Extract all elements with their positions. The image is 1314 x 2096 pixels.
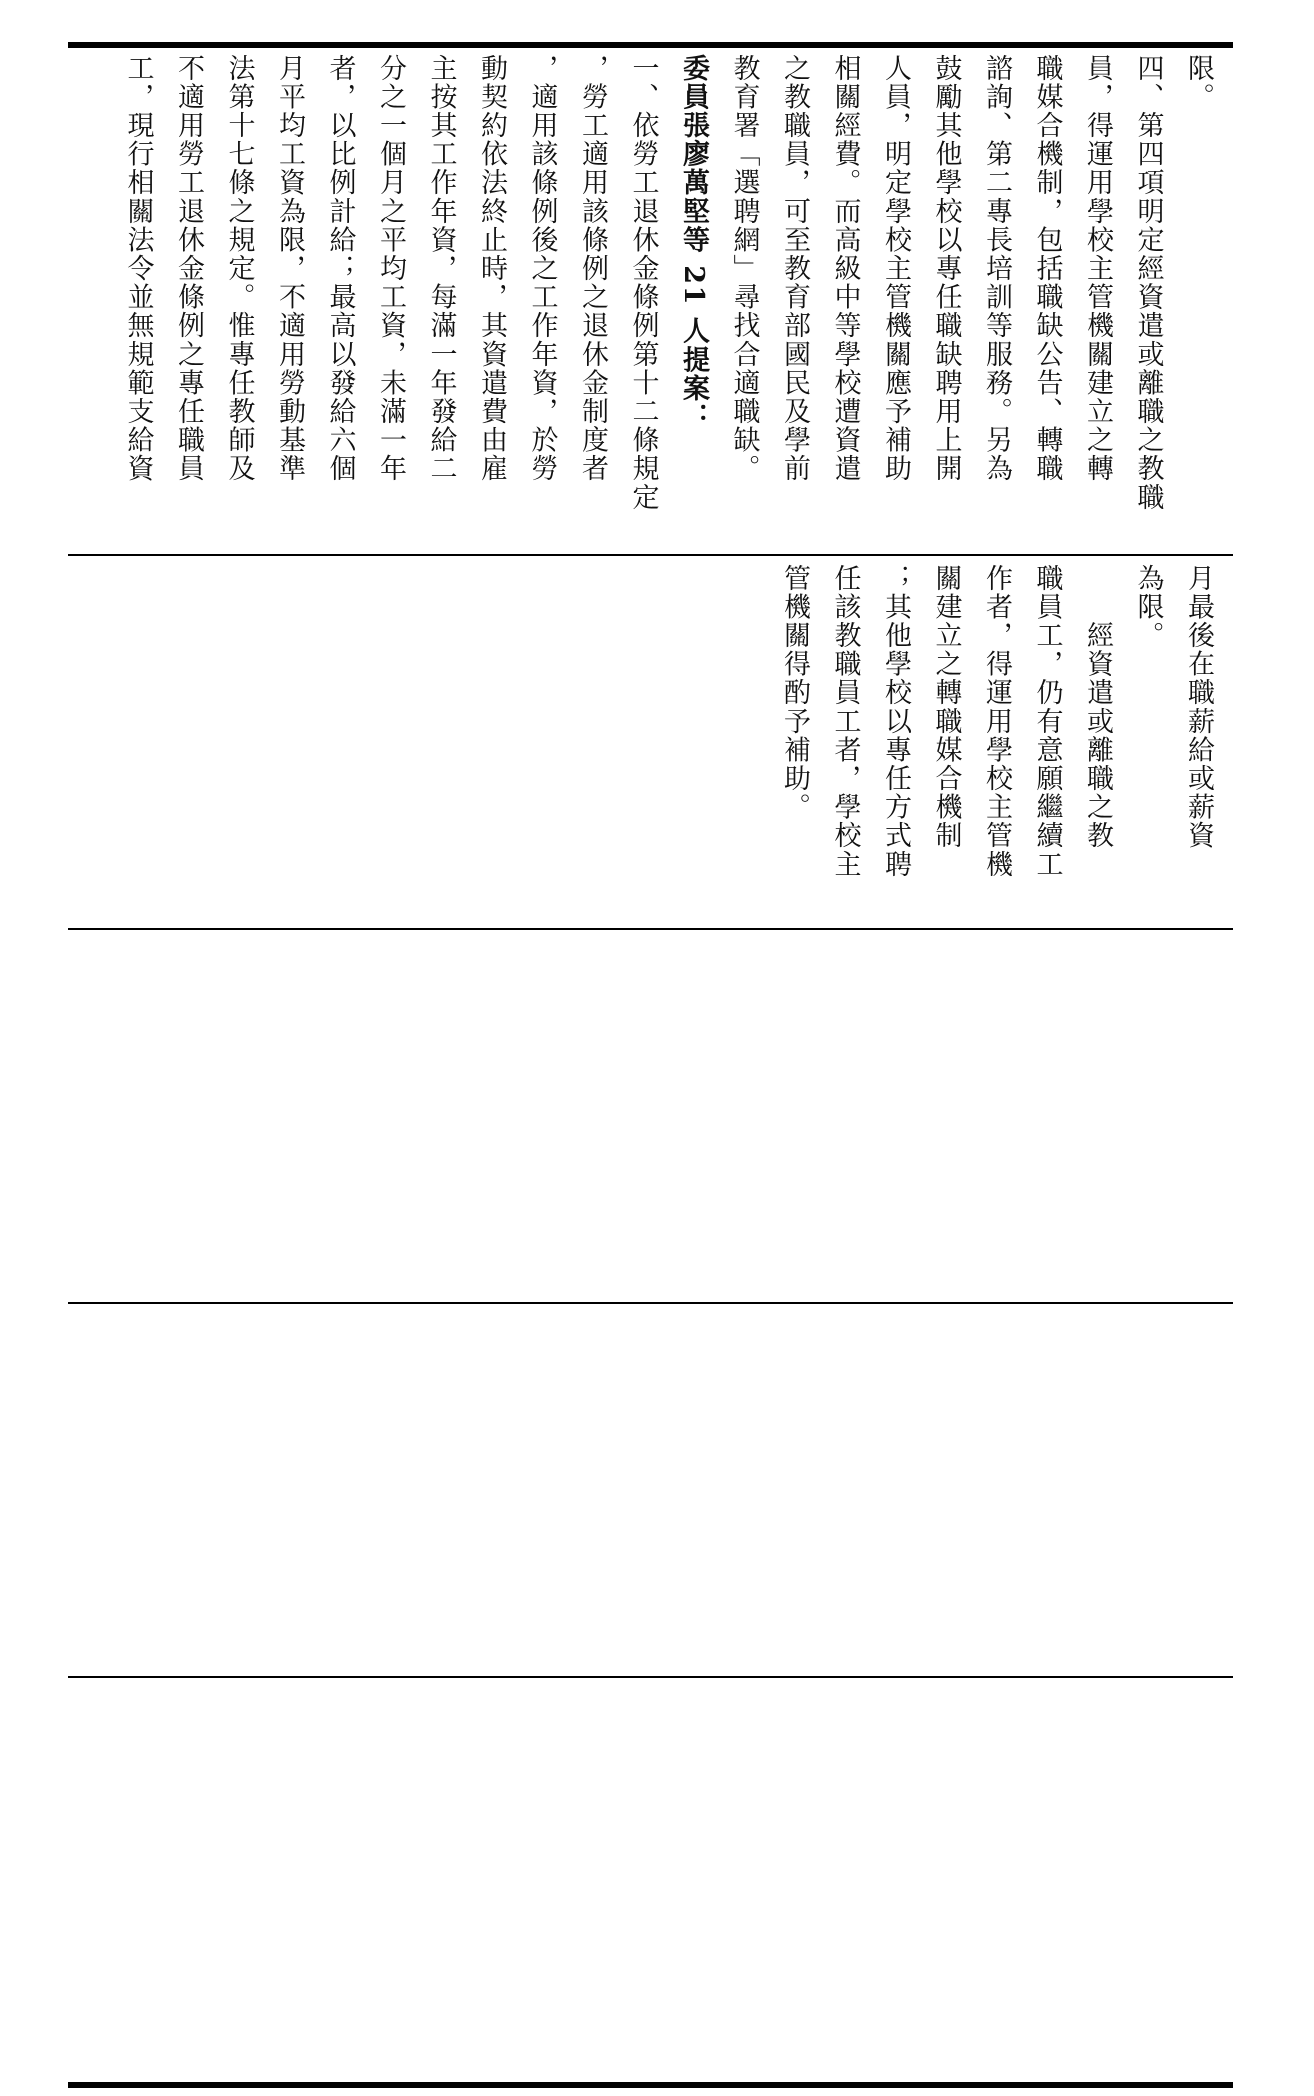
table-cell-row-3: [68, 930, 1233, 1302]
text-line: 任該教職員工者，學校主: [829, 564, 861, 879]
text-line: ，適用該條例後之工作年資，於勞: [526, 54, 558, 483]
text-line: 之教職員，可至教育部國民及學前: [779, 54, 810, 483]
cell-text-row-2: [769, 564, 1224, 879]
text-line: 關建立之轉職媒合機制: [930, 564, 962, 850]
text-line: 動契約依法終止時，其資遣費由雇: [476, 54, 507, 483]
text-line: 經資遣或離職之教: [1082, 564, 1113, 850]
text-line: 一、依勞工退休金條例第十二條規定: [627, 54, 659, 512]
table-cell-row-4: [68, 1304, 1233, 1676]
text-line: 為限。: [1132, 564, 1164, 650]
text-line: 月平均工資為限，不適用勞動基準: [274, 54, 305, 483]
text-line: 限。: [1183, 54, 1214, 112]
text-line: 職員工，仍有意願繼續工: [1031, 564, 1063, 879]
text-line: 主按其工作年資，每滿一年發給二: [425, 54, 457, 483]
text-line: 不適用勞工退休金條例之專任職員: [173, 54, 204, 483]
table-cell-row-5: [68, 1678, 1233, 2082]
text-line: 作者，得運用學校主管機: [981, 564, 1012, 879]
text-line: 職媒合機制，包括職缺公告、轉職: [1031, 54, 1063, 483]
proposal-heading: 委員張廖萬堅等 21 人提案：: [678, 54, 709, 432]
text-line: 月最後在職薪給或薪資: [1183, 564, 1214, 850]
text-line: 相關經費。而高級中等學校遭資遣: [829, 54, 861, 483]
text-line: 諮詢、第二專長培訓等服務。另為: [981, 54, 1012, 483]
text-line: 分之一個月之平均工資，未滿一年: [375, 54, 406, 483]
bottom-rule: [68, 2082, 1233, 2088]
text-line: ；其他學校以專任方式聘: [880, 564, 911, 879]
text-line: 管機關得酌予補助。: [779, 564, 810, 822]
text-line: 四、第四項明定經資遣或離職之教職: [1132, 54, 1164, 512]
text-line: 鼓勵其他學校以專任職缺聘用上開: [930, 54, 962, 483]
cell-text-row-1: [112, 54, 1223, 512]
text-line: 員，得運用學校主管機關建立之轉: [1082, 54, 1113, 483]
text-line: 法第十七條之規定。惟專任教師及: [223, 54, 255, 483]
text-line: 教育署「選聘網」尋找合適職缺。: [728, 54, 760, 483]
text-line: 者，以比例計給；最高以發給六個: [324, 54, 356, 483]
text-line: 工，現行相關法令並無規範支給資: [122, 54, 154, 483]
text-line: 人員，明定學校主管機關應予補助: [880, 54, 911, 483]
table-cell-row-2: [68, 556, 1233, 928]
table-cell-row-1: [68, 46, 1233, 554]
text-line: ，勞工適用該條例之退休金制度者: [577, 54, 608, 483]
